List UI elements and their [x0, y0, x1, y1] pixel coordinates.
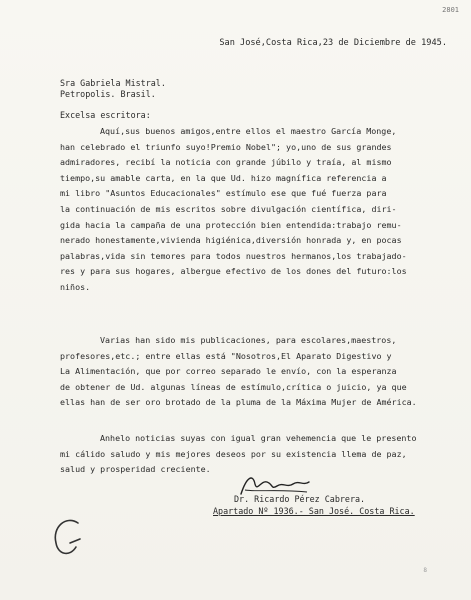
text-line: profesores,etc.; entre ellas está "Nosotros,El Aparato Digestivo y	[60, 350, 392, 361]
text-line: salud y prosperidad creciente.	[60, 464, 211, 475]
text-line: tiempo,su amable carta, en la que Ud. hizo magnífica referencia a	[60, 172, 387, 183]
signer-address: Apartado Nº 1936.- San José. Costa Rica.	[213, 506, 415, 516]
paragraph-2	[60, 333, 448, 411]
recipient-name: Sra Gabriela Mistral.	[60, 78, 166, 88]
text-line: Aquí,sus buenos amigos,entre ellos el maestro García Monge,	[100, 126, 397, 136]
text-line: La Alimentación, que por correo separado le envío, con la esperanza	[60, 366, 397, 377]
handwritten-initial-mark	[48, 513, 88, 563]
text-line: gida hacia la campaña de una protección bien entendida:trabajo remu-	[60, 219, 402, 230]
text-line: ellas han de ser oro brotado de la pluma de la Máxima Mujer de América.	[60, 397, 417, 408]
recipient-address	[60, 78, 166, 100]
signer-name: Dr. Ricardo Pérez Cabrera.	[234, 494, 366, 504]
text-line: Anhelo noticias suyas con igual gran vehemencia que le presento	[100, 433, 417, 443]
text-line: nerado honestamente,vivienda higiénica,diversión honrada y, en pocas	[60, 235, 402, 246]
archive-reference-number: 2801	[442, 6, 459, 14]
corner-mark: 8	[423, 567, 427, 574]
salutation: Excelsa escritora:	[60, 110, 151, 120]
paragraph-1	[60, 124, 448, 296]
recipient-location: Petropolis. Brasil.	[60, 89, 156, 99]
text-line: han celebrado el triunfo suyo!Premio Nobel"; yo,uno de sus grandes	[60, 141, 392, 152]
text-line: res y para sus hogares, albergue efectivo de los dones del futuro:los	[60, 266, 407, 277]
text-line: mi libro "Asuntos Educacionales" estímulo ese que fué fuerza para	[60, 188, 387, 199]
text-line: admiradores, recibí la noticia con grande júbilo y traía, al mismo	[60, 157, 392, 168]
letter-date: San José,Costa Rica,23 de Diciembre de 1945.	[219, 38, 447, 48]
text-line: Varias han sido mis publicaciones, para escolares,maestros,	[100, 335, 397, 345]
text-line: palabras,vida sin temores para todos nuestros hermanos,los trabajado-	[60, 250, 407, 261]
text-line: la continuación de mis escritos sobre divulgación científica, diri-	[60, 203, 397, 214]
text-line: mi cálido saludo y mis mejores deseos por su existencia llema de paz,	[60, 448, 407, 459]
text-line: niños.	[60, 281, 91, 292]
text-line: de obtener de Ud. algunas líneas de estímulo,crítica o juicio, ya que	[60, 381, 407, 392]
